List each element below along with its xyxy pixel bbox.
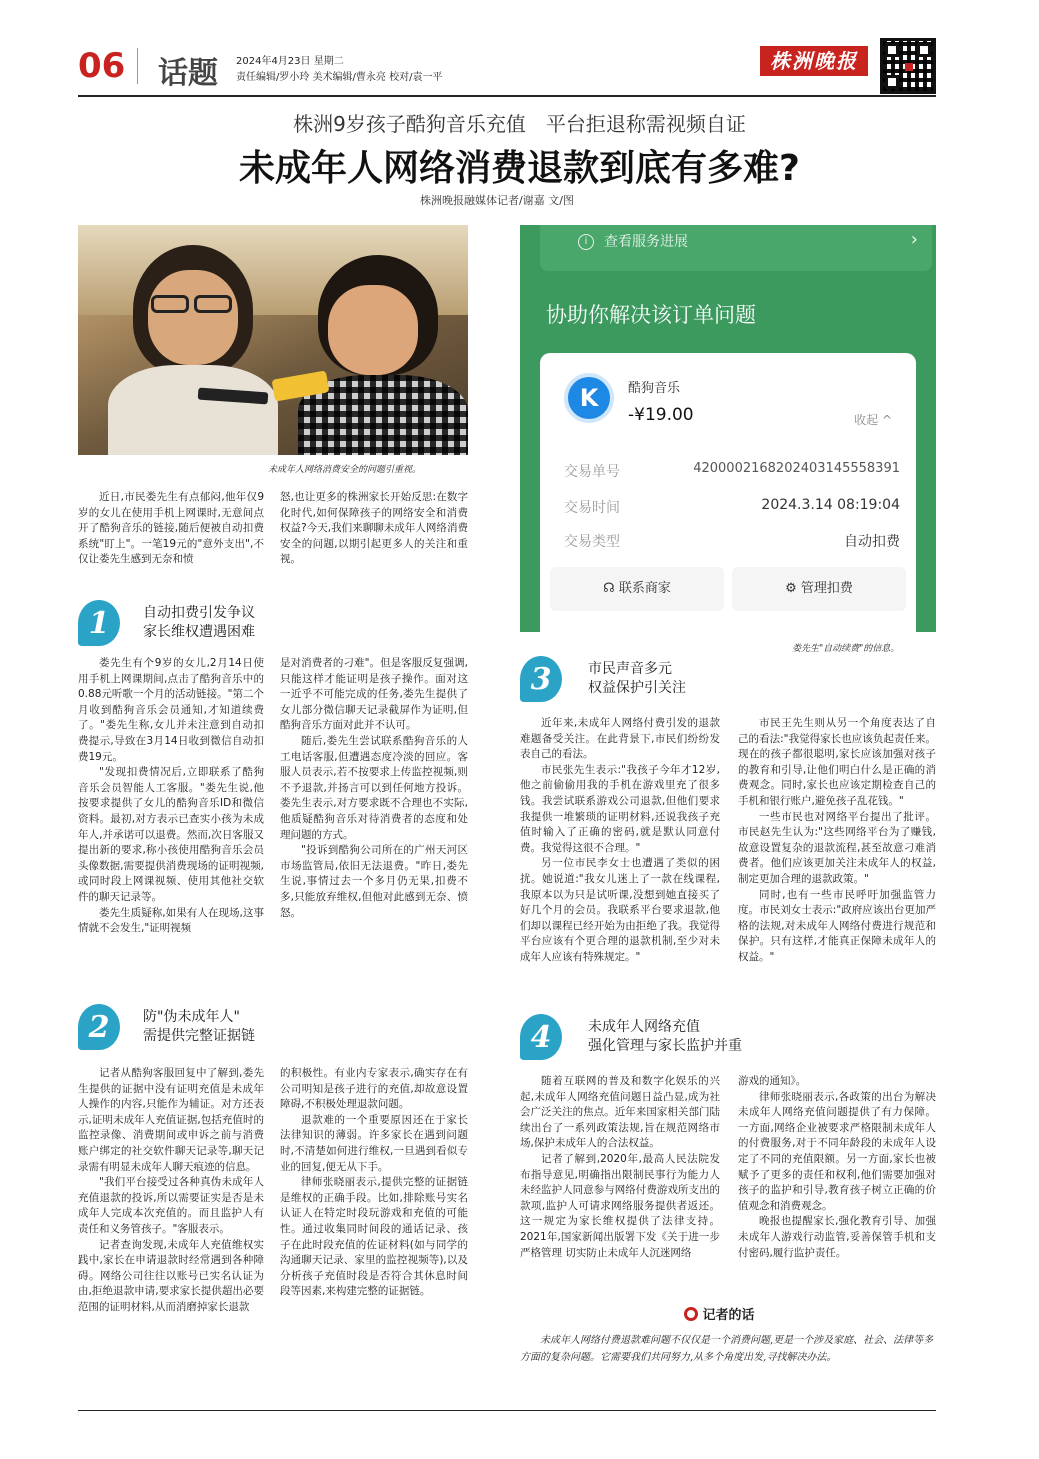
editor-credits: 责任编辑/罗小玲 美术编辑/曹永亮 校对/袁一平 xyxy=(236,72,443,83)
service-progress-bar[interactable] xyxy=(540,225,932,271)
manage-deduction-label: 管理扣费 xyxy=(800,581,853,596)
footer-rule xyxy=(78,1410,936,1411)
body-paragraph: 同时,也有一些市民呼吁加强监管力度。市民刘女士表示:"政府应该出台更加严格的法规,对未成年人网络付费进行规范和保护。只有这样,才能真正保障未成年人的权益。" xyxy=(738,888,936,963)
header-divider xyxy=(137,48,138,84)
app-name: 酷狗音乐 xyxy=(628,381,681,396)
info-icon: i xyxy=(578,234,594,250)
body-paragraph: 晚报也提醒家长,强化教育引导、加强未成年人游戏行动监管,妥善保管手机和支付密码,履行监护责任。 xyxy=(738,1215,936,1259)
byline: 株洲晚报融媒体记者/谢嘉 文/图 xyxy=(420,194,574,207)
section-title-line: 自动扣费引发争议 xyxy=(143,605,255,621)
chevron-right-icon: › xyxy=(910,229,918,250)
body-paragraph: 记者从酷狗客服回复中了解到,娄先生提供的证据中没有证明充值是未成年人操作的内容,只能作为辅证。对方还表示,证明未成年人充值证据,包括充值时的监控录像、消费期间或申诉之前与消费账户绑定的社交软件聊天记录等,聊天记录需有明显未成年人聊天痕迹的信息。 xyxy=(78,1067,264,1173)
contact-merchant-label: 联系商家 xyxy=(618,581,671,596)
headset-icon: ☊ xyxy=(603,581,615,596)
section-1-title xyxy=(143,604,255,642)
body-paragraph: 市民张先生表示:"我孩子今年才12岁,他之前偷偷用我的手机在游戏里充了很多钱。我尝试联系游戏公司退款,但他们要求我提供一堆繁琐的证明材料,还说我孩子充值时输入了正确的密码,就是默认同意付费。我觉得这很不合理。" xyxy=(520,763,720,854)
detail-label: 交易类型 xyxy=(564,534,620,550)
section-4-col-a xyxy=(520,1074,720,1261)
section-3-title xyxy=(588,660,686,698)
intro-col-b xyxy=(280,490,468,568)
section-1-badge: 1 xyxy=(78,600,120,646)
body-paragraph: 律师张晓丽表示,提供完整的证据链是维权的正确手段。比如,排除账号实名认证人在特定时段玩游戏和充值的可能性。通过收集同时间段的通话记录、孩子在此时段充值的佐证材料(如与同学的沟通聊天记录、家里的监控视频等),以及分析孩子充值时段是否符合其休息时间段等因素,来构建完整的证据链。 xyxy=(280,1176,468,1298)
body-paragraph: 记者查询发现,未成年人充值维权实践中,家长在申请退款时经常遇到各种障碍。网络公司往往以账号已实名认证为由,拒绝退款申请,要求家长提供超出必要范围的证明材料,从而消磨掉家长退款 xyxy=(78,1238,264,1313)
collapse-toggle[interactable] xyxy=(854,411,892,428)
body-paragraph: 律师张晓丽表示,各政策的出台为解决未成年人网络充值问题提供了有力保障。一方面,网络企业被要求严格限制未成年人的付费服务,对于不同年龄段的未成年人设定了不同的充值限额。另一方面,家长也被赋予了更多的责任和权利,他们需要加强对孩子的监护和引导,教育孩子树立正确的价值观念和消费观念。 xyxy=(738,1090,936,1212)
detail-value: 4200002168202403145558391 xyxy=(693,461,900,476)
body-paragraph: "发现扣费情况后,立即联系了酷狗音乐会员智能人工客服。"娄先生说,他按要求提供了女儿的酷狗音乐ID和微信资料。最初,对方表示已查实小孩为未成年人,并承诺可以退费。然而,次日客服又提出新的要求,称小孩使用酷狗音乐会员头像数据,需要提供消费现场的证明视频,或同时段上网课视频、使用其他社交软件的聊天记录等。 xyxy=(78,766,264,903)
body-paragraph: 随后,娄先生尝试联系酷狗音乐的人工电话客服,但遭遇态度冷淡的回应。客服人员表示,若不按要求上传监控视频,则不予退款,并扬言可以到任何地方投诉。娄先生表示,对方要求既不合理也不实际,他质疑酷狗音乐对待消费者的态度和处理问题的方式。 xyxy=(280,734,468,841)
red-dot-icon xyxy=(684,1307,698,1321)
body-paragraph: 是对消费者的刁难"。但是客服反复强调,只能这样才能证明是孩子操作。面对这一近乎不可能完成的任务,娄先生提供了女儿部分微信聊天记录截屏作为证明,但酷狗音乐方面对此并不认可。 xyxy=(280,657,468,732)
headline-title: 未成年人网络消费退款到底有多难? xyxy=(239,148,800,189)
section-3-col-a xyxy=(520,716,720,966)
body-paragraph: 随着互联网的普及和数字化娱乐的兴起,未成年人网络充值问题日益凸显,成为社会广泛关注的焦点。近年来国家相关部门陆续出台了一系列政策法规,旨在规范网络市场,保护未成年人的合法权益。 xyxy=(520,1075,720,1150)
body-paragraph: 娄先生有个9岁的女儿,2月14日使用手机上网课期间,点击了酷狗音乐中的0.88元听歌一个月的活动链接。"第二个月收到酷狗音乐会员通知,才知道续费了。"娄先生称,女儿并未注意到自动扣费提示,导致在3月14日收到微信自动扣费19元。 xyxy=(78,657,264,763)
issue-date: 2024年4月23日 星期二 xyxy=(236,56,344,67)
news-photo xyxy=(78,225,468,455)
detail-label: 交易时间 xyxy=(564,500,620,516)
body-paragraph: 的积极性。有业内专家表示,确实存在有公司明知是孩子进行的充值,却故意设置障碍,不积极处理退款问题。 xyxy=(280,1067,468,1111)
body-paragraph: 另一位市民李女士也遭遇了类似的困扰。她说道:"我女儿迷上了一款在线课程,我原本以为只是试听课,没想到她直接买了好几个月的会员。我联系平台要求退款,他们却以课程已经开始为由拒绝了我。我觉得平台应该有个更合理的退款机制,至少对未成年人应该有特殊规定。" xyxy=(520,857,720,963)
intro-col-a xyxy=(78,490,264,568)
section-2-col-b xyxy=(280,1066,468,1300)
detail-value: 2024.3.14 08:19:04 xyxy=(761,497,900,513)
detail-row xyxy=(564,497,900,517)
detail-value: 自动扣费 xyxy=(844,534,900,550)
section-3-col-b xyxy=(738,716,936,966)
assist-heading: 协助你解决该订单问题 xyxy=(546,303,756,327)
headline-kicker: 株洲9岁孩子酷狗音乐充值 平台拒退称需视频自证 xyxy=(293,112,746,136)
intro-paragraph: 近日,市民娄先生有点郁闷,他年仅9岁的女儿在使用手机上网课时,无意间点开了酷狗音乐的链接,随后便被自动扣费系统"盯上"。一笔19元的"意外支出",不仅让娄先生感到无奈和愤 xyxy=(78,491,264,566)
qr-code-icon xyxy=(880,38,936,94)
section-title-line: 家长维权遭遇困难 xyxy=(143,624,255,640)
section-4-title xyxy=(588,1018,742,1056)
payment-screenshot xyxy=(520,225,936,632)
section-title-line: 防"伪未成年人" xyxy=(143,1009,240,1025)
reporter-note-label xyxy=(684,1304,755,1323)
kugou-logo-icon: K xyxy=(564,373,614,423)
section-1-col-a xyxy=(78,656,264,937)
body-paragraph: 记者了解到,2020年,最高人民法院发布指导意见,明确指出限制民事行为能力人未经监护人同意参与网络付费游戏所支出的款项,监护人可请求网络服务提供者返还。这一规定为家长维权提供了法律支持。2021年,国家新闻出版署下发《关于进一步严格管理 切实防止未成年人沉迷网络 xyxy=(520,1152,720,1259)
section-4-badge: 4 xyxy=(520,1014,562,1060)
screenshot-caption: 娄先生"自动续费"的信息。 xyxy=(792,644,900,654)
section-title-line: 权益保护引关注 xyxy=(588,680,686,696)
section-2-badge: 2 xyxy=(78,1004,120,1050)
body-paragraph: 近年来,未成年人网络付费引发的退款难题备受关注。在此背景下,市民们纷纷发表自己的看法。 xyxy=(520,717,720,761)
body-paragraph: 退款难的一个重要原因还在于家长法律知识的薄弱。许多家长在遇到问题时,不清楚如何进行维权,一旦遇到看似专业的回复,便无从下手。 xyxy=(280,1113,468,1173)
detail-row xyxy=(564,531,900,551)
collapse-label: 收起 xyxy=(854,413,879,427)
body-paragraph: 游戏的通知》。 xyxy=(738,1075,807,1087)
detail-row xyxy=(564,461,900,481)
header-rule xyxy=(78,95,936,97)
charge-amount: -¥19.00 xyxy=(628,405,694,425)
body-paragraph: 娄先生质疑称,如果有人在现场,这事情就不会发生,"证明视频 xyxy=(78,906,264,935)
body-paragraph: 市民王先生则从另一个角度表达了自己的看法:"我觉得家长也应该负起责任来。现在的孩子都很聪明,家长应该加强对孩子的教育和引导,让他们明白什么是正确的消费观念。同时,家长也应该定期检查自己的手机和银行账户,避免孩子乱花钱。" xyxy=(738,717,936,807)
masthead-logo: 株洲晚报 xyxy=(760,46,868,76)
section-1-col-b xyxy=(280,656,468,921)
section-label: 话题 xyxy=(158,56,218,91)
section-title-line: 市民声音多元 xyxy=(588,661,672,677)
section-3-badge: 3 xyxy=(520,656,562,702)
contact-merchant-button[interactable] xyxy=(550,567,724,611)
section-title-line: 强化管理与家长监护并重 xyxy=(588,1038,742,1054)
body-paragraph: "投诉到酷狗公司所在的广州天河区市场监管局,依旧无法退费。"昨日,娄先生说,事情过去一个多月仍无果,扣费不多,只能放弃维权,但他对此感到无奈、愤怒。 xyxy=(280,844,468,919)
intro-paragraph: 怒,也让更多的株洲家长开始反思:在数字化时代,如何保障孩子的网络安全和消费权益?今天,我们来聊聊未成年人网络消费安全的问题,以期引起更多人的关注和重视。 xyxy=(280,491,468,566)
service-progress-label: 查看服务进展 xyxy=(604,234,688,250)
reporter-note-title: 记者的话 xyxy=(702,1308,755,1323)
section-2-title xyxy=(143,1008,255,1046)
chevron-up-icon: ^ xyxy=(881,413,892,427)
manage-deduction-button[interactable] xyxy=(732,567,906,611)
section-2-col-a xyxy=(78,1066,264,1316)
body-paragraph: "我们平台接受过各种真伪未成年人充值退款的投诉,所以需要证实是否是未成年人完成本次充值的。而且监护人有责任和义务管孩子。"客服表示。 xyxy=(78,1176,264,1235)
reporter-note-text: 未成年人网络付费退款难问题不仅仅是一个消费问题,更是一个涉及家庭、社会、法律等多方面的复杂问题。它需要我们共同努力,从多个角度出发,寻找解决办法。 xyxy=(520,1335,934,1363)
detail-label: 交易单号 xyxy=(564,464,620,480)
photo-caption: 未成年人网络消费安全的问题引重视。 xyxy=(268,465,422,475)
section-4-col-b xyxy=(738,1074,936,1261)
body-paragraph: 一些市民也对网络平台提出了批评。市民赵先生认为:"这些网络平台为了赚钱,故意设置复杂的退款流程,甚至故意刁难消费者。他们应该更加关注未成年人的权益,制定更加合理的退款政策。" xyxy=(738,810,936,885)
section-title-line: 需提供完整证据链 xyxy=(143,1028,255,1044)
page-number: 06 xyxy=(78,46,126,86)
order-card xyxy=(540,353,916,632)
section-title-line: 未成年人网络充值 xyxy=(588,1019,700,1035)
gear-icon: ⚙ xyxy=(785,581,797,596)
